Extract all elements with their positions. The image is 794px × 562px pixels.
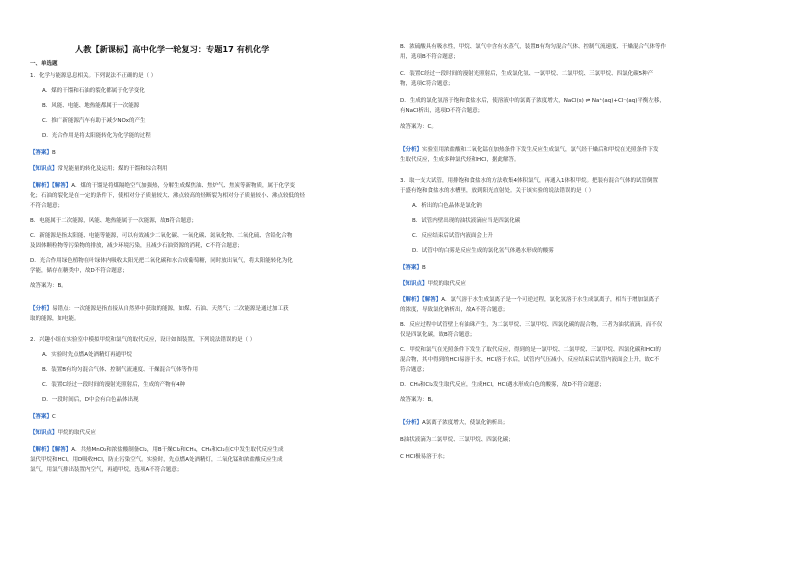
left-column	[30, 0, 394, 562]
text-line	[400, 281, 466, 288]
text-line: 故答案为：B。	[400, 397, 437, 403]
text-line: 学能，储存在糖类中，故D不符合题意；	[30, 268, 128, 274]
text-line: C．装置C经过一段时间的漫射光照射后，生成的产物有4种	[42, 382, 186, 388]
text-line: B．反应过程中试管壁上有油珠产生，为二氯甲烷、三氯甲烷、四氯化碳的混合物，三者为油状液滴，而不仅	[400, 322, 663, 328]
text-line	[30, 306, 289, 313]
section-text: B	[422, 265, 426, 271]
text-line: C．装置C经过一段时间的漫射光照射后，生成氯化氢、一氯甲烷、二氯甲烷、三氯甲烷、四氯化碳5种产	[400, 71, 654, 77]
section-text: A．共热MnO₂和浓盐酸制备Cl₂，用B干燥Cl₂和CH₄，CH₄和Cl₂在C中发生取代反应生成	[71, 447, 284, 453]
text-line: D．试管中的白雾是反应生成的氯化氢气体遇水形成的酸雾	[412, 248, 554, 254]
text-line: 的浓度，导致氯化钠析出，故A不符合题意；	[400, 307, 509, 313]
text-line	[30, 166, 168, 173]
text-line: C．新能源是指太阳能、电能等能源，可以有效减少二氧化碳、一氧化碳、氮氧化物、二氧化硫、含铅化合物	[30, 233, 293, 239]
text-line	[400, 420, 508, 427]
section-tag: 【知识点】	[400, 281, 428, 287]
section-tag: 【答案】	[400, 265, 423, 271]
text-line	[30, 414, 56, 421]
text-line: 一、单选题	[30, 61, 58, 67]
text-line: 符合题意；	[400, 367, 428, 373]
text-line: A．煤的干馏和石油的裂化都属于化学变化	[42, 88, 145, 94]
text-line: 物，选项C符合题意；	[400, 81, 454, 87]
section-text: A氯离子浓度增大，使氯化钠析出；	[422, 420, 509, 426]
text-line: 故答案为：C。	[400, 124, 437, 130]
text-line: D．光合作用是将太阳能转化为化学能的过程	[42, 133, 151, 139]
section-text: 甲烷的取代反应	[427, 281, 467, 287]
text-line: B．装置B有均匀混合气体、控制气流速度、干燥混合气体等作用	[42, 367, 199, 373]
text-line: D．CH₄和Cl₂发生取代反应，生成HCl，HCl遇水形成白色的酸雾，故D不符合题意；	[400, 382, 605, 388]
section-tag: 【知识点】	[30, 430, 58, 436]
text-line	[30, 183, 295, 190]
text-line: 氯气，用氯气排出装置内空气，再通甲烷，选项A不符合题意；	[30, 467, 183, 473]
text-line: 仅是四氯化碳，故B符合题意；	[400, 332, 476, 338]
text-line: 氯代甲烷和HCl，用D吸收HCl，防止污染空气。实验时，先点燃A处酒精灯，二氧化锰和浓盐酸反应生成	[30, 457, 283, 463]
text-line: C HCl极易溶于水；	[400, 454, 449, 460]
text-line: 生取代反应，生成多种氯代烃和HCl，据此解答。	[400, 157, 520, 163]
text-line: 化；石油的裂化是在一定的条件下，使相对分子质量较大、沸点较高的烃断裂为相对分子质量较小、沸点较低的烃	[30, 193, 306, 199]
section-text: 甲烷的取代反应	[57, 430, 97, 436]
text-line: 及固体颗粒物等污染物的排放，减少环境污染，且减少石油资源的消耗，C不符合题意；	[30, 243, 243, 249]
text-line: B油状液滴为二氯甲烷、三氯甲烷、四氯化碳；	[400, 437, 514, 443]
text-line: 混合物，其中得到的HCl易溶于水，HCl溶于水后，试管内气压减小，反应结束后试管内液面会上升，故C不	[400, 357, 660, 363]
text-line: 取的能源，如电能。	[30, 316, 80, 322]
text-line	[400, 297, 660, 304]
text-line: 1．化学与能源息息相关。下列说法不正确的是（ ）	[30, 73, 157, 79]
text-line: C．反应结束后试管内液面会上升	[412, 233, 493, 239]
section-tag: 【分析】	[400, 147, 423, 153]
section-tag: 【答案】	[30, 150, 53, 156]
text-line	[30, 447, 284, 454]
text-line: 故答案为：B。	[30, 283, 67, 289]
section-text: C	[52, 414, 56, 420]
text-line: 用，选项B不符合题意；	[400, 54, 459, 60]
text-line: 有NaCl析出，选项D不符合题意；	[400, 108, 484, 114]
text-line: C．推广新能源汽车有助于减少NOx的产生	[42, 118, 146, 124]
text-line: B．试管内壁出现的油状液滴应当是四氯化碳	[412, 218, 521, 224]
section-tag: 【知识点】	[30, 166, 58, 172]
text-line: B．电能属于二次能源，风能、地热能属于一次能源，故B符合题意；	[30, 218, 198, 224]
section-tag: 【分析】	[400, 420, 423, 426]
section-tag: 【解析】【解答】	[30, 447, 72, 453]
section-text: 实验室用浓盐酸和二氧化锰在加热条件下发生反应生成氯气，氯气经干燥后和甲烷在光照条件下发	[422, 147, 659, 153]
section-text: 易错点：一次能源是指直接从自然界中获取的能源，如煤、石油、天然气；二次能源是通过加工获	[52, 306, 289, 312]
right-column	[400, 0, 770, 562]
text-line: B．浓硫酸具有吸水性，甲烷、氯气中含有水蒸气，装置B有均匀混合气体、控制气流速度、干燥混合气体等作	[400, 44, 667, 50]
text-line: B．风能、电能、地热能都属于一次能源	[42, 103, 140, 109]
section-tag: 【解析】【解答】	[400, 297, 442, 303]
text-line	[30, 150, 56, 157]
text-line	[30, 430, 96, 437]
text-line: A．实验时先点燃A处酒精灯再通甲烷	[42, 352, 133, 358]
section-text: A．氯气溶于水生成氯离子是一个可逆过程，氯化氢溶于水生成氯离子，相当于增加氯离子	[441, 297, 660, 303]
text-line: A．析出的白色晶体是氯化钠	[412, 203, 482, 209]
section-text: A．煤的干馏是将煤隔绝空气加强热，分解生成煤焦油、焦炉气、焦炭等新物质，属于化学变	[71, 183, 296, 189]
text-line: 3．取一支大试管，用排饱和食盐水的方法收集4体积氯气，再通入1体积甲烷。把装有混合气体的试管倒置	[400, 178, 659, 184]
text-line: 2．兴趣小组在实验室中模拟甲烷和氯气的取代反应，设计如图装置，下列说法错误的是（ ）	[30, 337, 256, 343]
text-line: C．甲烷和氯气在光照条件下发生了取代反应，得到的是一氯甲烷、二氯甲烷、三氯甲烷、四氯化碳和HCl的	[400, 347, 661, 353]
section-tag: 【答案】	[30, 414, 53, 420]
text-line: D．一段时间后，D中会有白色晶体出现	[42, 397, 139, 403]
text-line: D．光合作用绿色植物在叶绿体内吸收太阳光把二氧化碳和水合成葡萄糖，同时放出氧气，将太阳能转化为化	[30, 258, 293, 264]
section-text: B	[52, 150, 56, 156]
section-tag: 【分析】	[30, 306, 53, 312]
page-title: 人教【新课标】高中化学一轮复习：专题17 有机化学	[75, 44, 270, 54]
text-line	[400, 265, 426, 272]
text-line	[400, 147, 659, 154]
text-line: 于盛有饱和食盐水的水槽里，放到阳光直射处。关于该实验的说法错误的是（ ）	[400, 188, 595, 194]
section-text: 常见能量的转化及运用；煤的干馏和综合利用	[57, 166, 168, 172]
section-tag: 【解析】【解答】	[30, 183, 72, 189]
text-line: D．生成的氯化氢溶于饱和食盐水后，使溶液中的氯离子浓度增大，NaCl(s) ⇌ Na⁺(aq)+Cl⁻(aq)平衡左移，	[400, 98, 665, 104]
text-line: 不符合题意；	[30, 203, 64, 209]
